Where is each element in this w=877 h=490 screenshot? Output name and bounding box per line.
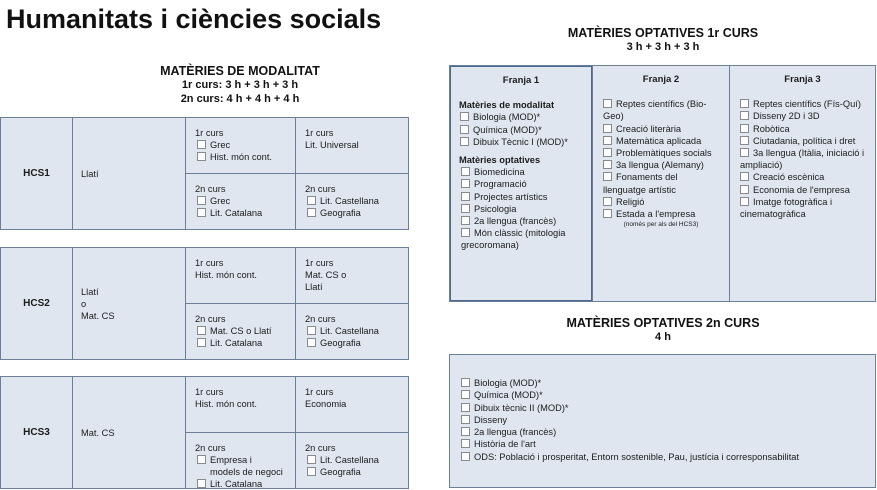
list-item — [601, 196, 721, 208]
checkbox[interactable] — [461, 204, 470, 213]
checkbox[interactable] — [307, 196, 316, 205]
list-item — [195, 478, 287, 490]
checkbox[interactable] — [461, 415, 470, 424]
checkbox[interactable] — [197, 479, 206, 488]
list-item — [738, 123, 867, 135]
checkbox[interactable] — [603, 209, 612, 218]
item-label: Imatge fotogràfica i cinematogràfica — [740, 196, 833, 220]
item-label: Estada a l'empresa — [616, 209, 696, 220]
checkbox[interactable] — [460, 137, 469, 146]
course-heading: 1r curs — [195, 128, 224, 138]
franja2-note: (només per als del HCS3) — [623, 221, 699, 229]
checkbox[interactable] — [603, 160, 612, 169]
checkbox[interactable] — [740, 136, 749, 145]
item-label: Lit. Catalana — [210, 338, 263, 348]
course-heading: 2n curs — [305, 184, 336, 194]
opt2-panel — [449, 354, 876, 488]
checkbox[interactable] — [603, 99, 612, 108]
item-label: Geografia — [320, 338, 361, 348]
subject-line: Mat. CS — [81, 427, 115, 438]
checkbox[interactable] — [197, 455, 206, 464]
modalitat-subject — [72, 376, 186, 489]
course-heading: 2n curs — [305, 443, 336, 453]
modalitat-subject — [72, 117, 186, 230]
course-cell-c1-left — [185, 247, 296, 304]
modalitat-hours-1: 1r curs: 3 h + 3 h + 3 h — [181, 79, 299, 91]
list-item — [459, 215, 583, 227]
list-item — [738, 147, 867, 171]
list-item — [738, 184, 867, 196]
item-label: Creació escènica — [753, 172, 825, 183]
list-item — [305, 269, 400, 281]
checkbox[interactable] — [461, 179, 470, 188]
course-heading: 2n curs — [195, 184, 226, 194]
list-item — [195, 151, 287, 163]
list-item — [305, 139, 400, 151]
item-label: Lit. Castellana — [320, 196, 379, 206]
list-item — [459, 227, 583, 251]
list-item — [195, 337, 287, 349]
checkbox[interactable] — [461, 216, 470, 225]
list-item — [460, 451, 865, 463]
course-heading: 1r curs — [195, 387, 224, 397]
item-label: Geografia — [320, 467, 361, 477]
course-cell-c2-left — [185, 432, 296, 489]
item-label: Psicologia — [474, 203, 517, 214]
item-label: 2a llengua (francès) — [474, 216, 557, 227]
franja1-heading: Franja 1 — [502, 75, 540, 86]
checkbox[interactable] — [461, 167, 470, 176]
list-item — [305, 337, 400, 349]
list-item — [738, 110, 867, 122]
checkbox[interactable] — [461, 439, 470, 448]
checkbox[interactable] — [461, 192, 470, 201]
list-item — [305, 207, 400, 219]
list-item — [601, 208, 721, 220]
subject-line: Llatí — [81, 286, 99, 297]
course-cell-c1-right — [295, 247, 409, 304]
franja1-column — [450, 66, 592, 301]
checkbox[interactable] — [603, 148, 612, 157]
row-label-hcs3: HCS3 — [0, 376, 73, 489]
item-label: Mat. CS o Llatí — [210, 326, 272, 336]
item-label: 3a llengua (Itàlia, iniciació i ampliació) — [740, 148, 865, 171]
checkbox[interactable] — [197, 326, 206, 335]
list-item — [459, 178, 583, 190]
modalitat-header — [110, 64, 370, 106]
course-heading: 2n curs — [305, 314, 336, 324]
item-label: Grec — [210, 140, 231, 150]
item-label: Dibuix tècnic II (MOD)* — [474, 402, 569, 413]
list-item — [305, 281, 400, 293]
course-cell-c1-left — [185, 117, 296, 174]
franja2-column — [592, 66, 729, 301]
item-label: Lit. Castellana — [320, 455, 379, 465]
checkbox[interactable] — [461, 452, 470, 461]
checkbox[interactable] — [307, 208, 316, 217]
list-item — [459, 166, 583, 178]
item-label: Lit. Castellana — [320, 326, 379, 336]
list-item — [459, 124, 583, 136]
checkbox[interactable] — [740, 172, 749, 181]
item-label: Disseny 2D i 3D — [753, 111, 820, 122]
item-label: Història de l'art — [474, 439, 536, 450]
item-label: Lit. Catalana — [210, 208, 263, 218]
checkbox[interactable] — [461, 228, 470, 237]
item-label: Economia de l'empresa — [753, 184, 850, 195]
item-label: Projectes artístics — [474, 191, 548, 202]
list-item — [195, 454, 287, 466]
item-label: Problemàtiques socials — [616, 148, 712, 159]
item-label: Química (MOD)* — [474, 390, 543, 401]
list-item — [459, 191, 583, 203]
checkbox[interactable] — [307, 467, 316, 476]
list-item — [460, 438, 865, 450]
opt2-hours: 4 h — [655, 331, 671, 343]
modalitat-hours-2: 2n curs: 4 h + 4 h + 4 h — [180, 93, 300, 105]
list-item — [460, 426, 865, 438]
item-label: Món clàssic (mitologia grecoromana) — [461, 228, 566, 251]
course-cell-c1-right — [295, 117, 409, 174]
list-item — [738, 135, 867, 147]
item-label: Química (MOD)* — [473, 124, 542, 135]
item-label: 2a llengua (francès) — [474, 427, 557, 438]
list-item — [195, 398, 287, 410]
list-item — [305, 398, 400, 410]
list-item — [305, 454, 400, 466]
checkbox[interactable] — [740, 99, 749, 108]
course-cell-c2-right — [295, 432, 409, 489]
checkbox[interactable] — [307, 326, 316, 335]
checkbox[interactable] — [461, 378, 470, 387]
list-item — [195, 269, 287, 281]
list-item — [601, 123, 721, 135]
opt1-panel — [449, 65, 876, 302]
checkbox[interactable] — [740, 185, 749, 194]
checkbox[interactable] — [603, 172, 612, 181]
course-cell-c1-right — [295, 376, 409, 433]
list-item — [460, 377, 865, 389]
checkbox[interactable] — [740, 148, 749, 157]
list-item — [601, 98, 721, 122]
franja2-heading: Franja 2 — [642, 74, 680, 85]
checkbox[interactable] — [740, 124, 749, 133]
course-heading: 1r curs — [305, 387, 334, 397]
course-heading: 2n curs — [195, 314, 226, 324]
checkbox[interactable] — [740, 111, 749, 120]
item-label: Biologia (MOD)* — [474, 378, 542, 388]
item-label: Ciutadania, política i dret — [753, 135, 856, 146]
list-item — [738, 98, 867, 110]
item-label: Reptes científics (Fís-Quí) — [753, 99, 861, 110]
course-heading: 1r curs — [305, 258, 334, 268]
checkbox[interactable] — [461, 403, 470, 412]
item-label: Biologia (MOD)* — [473, 112, 541, 123]
list-item — [195, 139, 287, 151]
course-cell-c2-left — [185, 173, 296, 230]
row-label-hcs1: HCS1 — [0, 117, 73, 230]
checkbox[interactable] — [307, 338, 316, 347]
list-item — [601, 171, 721, 195]
item-label: Grec — [210, 196, 231, 206]
checkbox[interactable] — [460, 112, 469, 121]
course-cell-c2-left — [185, 303, 296, 360]
checkbox[interactable] — [740, 197, 749, 206]
franja1-section-optatives: Matèries optatives — [459, 155, 541, 166]
list-item — [601, 147, 721, 159]
list-item — [601, 135, 721, 147]
item-label: Dibuix Tècnic I (MOD)* — [473, 136, 568, 147]
item-label: Matemàtica aplicada — [616, 135, 702, 146]
list-item — [460, 414, 865, 426]
list-item — [305, 325, 400, 337]
item-label: Hist. món cont. — [195, 399, 258, 409]
course-cell-c1-left — [185, 376, 296, 433]
franja1-section-modalitat: Matèries de modalitat — [459, 100, 555, 111]
list-item — [459, 203, 583, 215]
item-label: Fonaments del llenguatge artístic — [603, 172, 678, 195]
item-label: 3a llengua (Alemany) — [616, 160, 704, 171]
checkbox[interactable] — [197, 208, 206, 217]
item-label: Hist. món cont. — [210, 152, 273, 162]
list-item — [738, 196, 867, 220]
list-item — [195, 466, 287, 478]
course-cell-c2-right — [295, 173, 409, 230]
opt2-heading: MATÈRIES OPTATIVES 2n CURS — [566, 316, 760, 330]
list-item — [738, 171, 867, 183]
list-item — [459, 136, 583, 148]
item-label: Creació literària — [616, 123, 682, 134]
checkbox[interactable] — [461, 390, 470, 399]
subject-line: Llatí — [81, 168, 99, 179]
page-title: Humanitats i ciències socials — [6, 4, 382, 34]
item-label: ODS: Població i prosperitat, Entorn sostenible, Pau, justícia i corresponsabilitat — [474, 451, 800, 462]
checkbox[interactable] — [197, 152, 206, 161]
opt1-hours: 3 h + 3 h + 3 h — [626, 41, 700, 53]
item-label: Reptes científics (Bio-Geo) — [603, 99, 707, 122]
item-label: Robòtica — [753, 123, 790, 134]
list-item — [195, 325, 287, 337]
checkbox[interactable] — [460, 125, 469, 134]
item-label: Geografia — [320, 208, 361, 218]
list-item — [601, 159, 721, 171]
item-label: Empresa i — [210, 455, 252, 465]
list-item — [195, 207, 287, 219]
opt2-header — [450, 316, 876, 344]
checkbox[interactable] — [197, 196, 206, 205]
item-label: Biomedicina — [474, 167, 525, 178]
item-label: Economia — [305, 399, 347, 409]
item-label: Lit. Universal — [305, 140, 359, 150]
checkbox[interactable] — [603, 124, 612, 133]
subject-line: Mat. CS — [81, 310, 115, 321]
item-label: models de negoci — [210, 467, 283, 477]
course-heading: 1r curs — [305, 128, 334, 138]
checkbox[interactable] — [461, 427, 470, 436]
item-label: Lit. Catalana — [210, 479, 263, 489]
list-item — [459, 111, 583, 123]
item-label: Programació — [474, 179, 527, 190]
checkbox[interactable] — [197, 338, 206, 347]
list-item — [460, 402, 865, 414]
franja3-column — [729, 66, 875, 301]
subject-line: o — [81, 298, 87, 309]
checkbox[interactable] — [603, 136, 612, 145]
opt1-header — [450, 26, 876, 54]
item-label: Disseny — [474, 414, 508, 425]
list-item — [460, 389, 865, 401]
checkbox[interactable] — [197, 140, 206, 149]
modalitat-subject — [72, 247, 186, 360]
opt1-heading: MATÈRIES OPTATIVES 1r CURS — [567, 26, 759, 40]
modalitat-heading: MATÈRIES DE MODALITAT — [160, 64, 320, 78]
franja3-heading: Franja 3 — [784, 74, 821, 85]
course-heading: 2n curs — [195, 443, 226, 453]
checkbox[interactable] — [307, 455, 316, 464]
course-heading: 1r curs — [195, 258, 224, 268]
list-item — [305, 195, 400, 207]
item-label: Religió — [616, 196, 645, 207]
course-cell-c2-right — [295, 303, 409, 360]
checkbox[interactable] — [603, 197, 612, 206]
item-label: Mat. CS o — [305, 270, 347, 280]
item-label: Hist. món cont. — [195, 270, 258, 280]
row-label-hcs2: HCS2 — [0, 247, 73, 360]
list-item — [305, 466, 400, 478]
item-label: Llatí — [305, 282, 323, 292]
list-item — [195, 195, 287, 207]
